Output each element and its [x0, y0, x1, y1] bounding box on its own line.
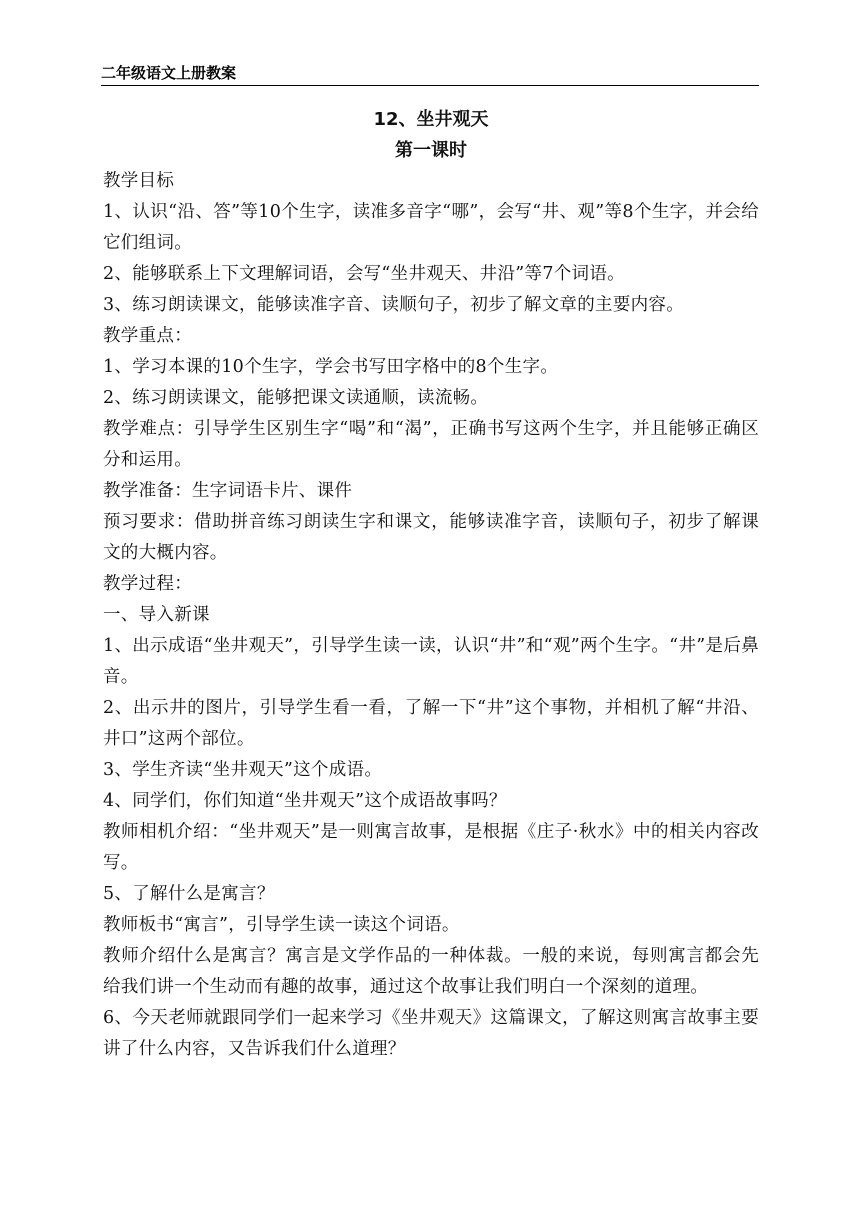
document-body [103, 104, 759, 1065]
paragraph: 4、同学们，你们知道“坐井观天”这个成语故事吗？ [103, 791, 507, 811]
paragraph: 教师板书“寓言”，引导学生读一读这个词语。 [103, 915, 460, 935]
paragraph: 6、今天老师就跟同学们一起来学习《坐井观天》这篇课文，了解这则寓言故事主要讲了什么内容，又告诉我们什么道理？ [103, 1008, 759, 1059]
paragraph: 2、出示井的图片，引导学生看一看，了解一下“井”这个事物，并相机了解“井沿、井口”这两个部位。 [103, 698, 759, 749]
paragraph: 教学准备：生字词语卡片、课件 [103, 481, 353, 501]
paragraph: 预习要求：借助拼音练习朗读生字和课文，能够读准字音，读顺句子，初步了解课文的大概内容。 [103, 512, 759, 563]
paragraph: 2、练习朗读课文，能够把课文读通顺，读流畅。 [103, 388, 489, 408]
paragraph: 教学难点：引导学生区别生字“喝”和“渴”，正确书写这两个生字，并且能够正确区分和运用。 [103, 419, 759, 470]
paragraph: 5、了解什么是寓言？ [103, 884, 275, 904]
page-header: 二年级语文上册教案 [101, 62, 759, 86]
paragraph: 3、练习朗读课文，能够读准字音、读顺句子，初步了解文章的主要内容。 [103, 295, 685, 315]
paragraph: 1、学习本课的10个生字，学会书写田字格中的8个生字。 [103, 357, 559, 377]
paragraph: 1、认识“沿、答”等10个生字，读准多音字“哪”，会写“井、观”等8个生字，并会给它们组词。 [103, 202, 759, 253]
paragraph: 3、学生齐读“坐井观天”这个成语。 [103, 760, 383, 780]
paragraph: 教学重点： [103, 326, 192, 346]
paragraph: 教学目标 [103, 171, 175, 191]
lesson-title: 12、坐井观天 [373, 109, 489, 130]
paragraph: 教学过程： [103, 574, 192, 594]
lesson-subtitle: 第一课时 [395, 140, 467, 161]
paragraph: 一、导入新课 [103, 605, 210, 625]
paragraph: 教师相机介绍：“坐井观天”是一则寓言故事，是根据《庄子·秋水》中的相关内容改写。 [103, 822, 759, 873]
paragraph: 2、能够联系上下文理解词语，会写“坐井观天、井沿”等7个词语。 [103, 264, 625, 284]
paragraph: 教师介绍什么是寓言？寓言是文学作品的一种体裁。一般的来说，每则寓言都会先给我们讲一个生动而有趣的故事，通过这个故事让我们明白一个深刻的道理。 [103, 946, 759, 997]
paragraph: 1、出示成语“坐井观天”，引导学生读一读，认识“井”和“观”两个生字。“井”是后鼻音。 [103, 636, 759, 687]
